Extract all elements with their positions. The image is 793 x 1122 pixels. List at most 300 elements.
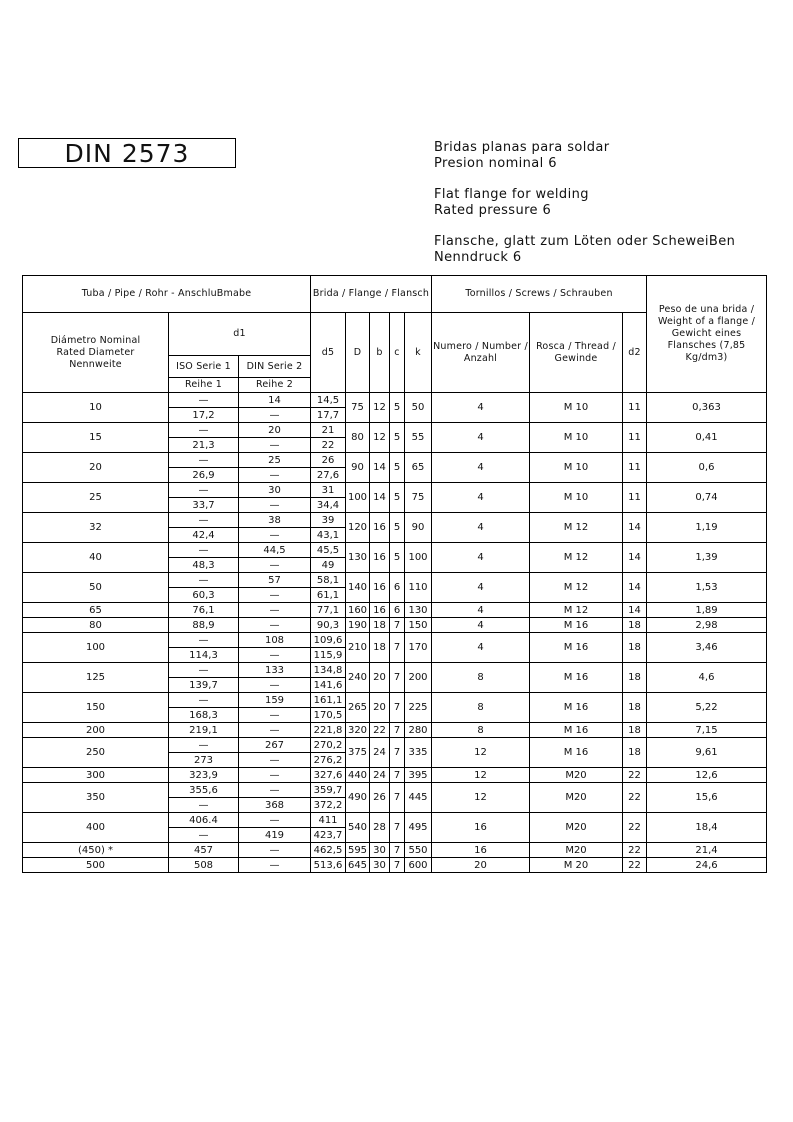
cell-iso-d1: 21,3 bbox=[169, 438, 239, 453]
cell-iso-d1: 76,1 bbox=[169, 603, 239, 618]
cell-b: 16 bbox=[370, 513, 390, 543]
cell-d2: 18 bbox=[623, 633, 647, 663]
cell-din-d1: — bbox=[239, 858, 311, 873]
cell-iso-d1: 273 bbox=[169, 753, 239, 768]
table-row bbox=[23, 693, 767, 708]
cell-weight: 18,4 bbox=[647, 813, 767, 843]
cell-c: 5 bbox=[390, 423, 405, 453]
cell-din-d1: 108 bbox=[239, 633, 311, 648]
cell-din-d1: — bbox=[239, 618, 311, 633]
cell-screw-number: 12 bbox=[432, 783, 530, 813]
cell-din-d1: — bbox=[239, 753, 311, 768]
cell-D: 80 bbox=[346, 423, 370, 453]
cell-screw-number: 20 bbox=[432, 858, 530, 873]
cell-din-d1: — bbox=[239, 603, 311, 618]
cell-D: 265 bbox=[346, 693, 370, 723]
cell-b: 24 bbox=[370, 768, 390, 783]
cell-iso-d1: — bbox=[169, 543, 239, 558]
cell-D: 75 bbox=[346, 393, 370, 423]
cell-d2: 11 bbox=[623, 393, 647, 423]
cell-c: 6 bbox=[390, 603, 405, 618]
cell-d2: 14 bbox=[623, 513, 647, 543]
cell-d5: 221,8 bbox=[311, 723, 346, 738]
cell-D: 130 bbox=[346, 543, 370, 573]
header-d5: d5 bbox=[311, 313, 346, 393]
cell-iso-d1: — bbox=[169, 633, 239, 648]
cell-iso-d1: 139,7 bbox=[169, 678, 239, 693]
cell-weight: 3,46 bbox=[647, 633, 767, 663]
cell-k: 445 bbox=[405, 783, 432, 813]
cell-b: 20 bbox=[370, 663, 390, 693]
header-reihe-1: Reihe 1 bbox=[169, 378, 239, 393]
header-b: b bbox=[370, 313, 390, 393]
cell-weight: 0,6 bbox=[647, 453, 767, 483]
cell-D: 100 bbox=[346, 483, 370, 513]
cell-screw-number: 4 bbox=[432, 633, 530, 663]
cell-weight: 1,89 bbox=[647, 603, 767, 618]
cell-d5: 27,6 bbox=[311, 468, 346, 483]
cell-D: 120 bbox=[346, 513, 370, 543]
cell-din-d1: — bbox=[239, 723, 311, 738]
cell-d5: 423,7 bbox=[311, 828, 346, 843]
cell-d5: 26 bbox=[311, 453, 346, 468]
cell-k: 170 bbox=[405, 633, 432, 663]
cell-d2: 18 bbox=[623, 618, 647, 633]
cell-d2: 14 bbox=[623, 573, 647, 603]
cell-d2: 22 bbox=[623, 768, 647, 783]
cell-thread: M 10 bbox=[530, 483, 623, 513]
cell-d5: 34,4 bbox=[311, 498, 346, 513]
cell-iso-d1: — bbox=[169, 483, 239, 498]
cell-nominal-diameter: 300 bbox=[23, 768, 169, 783]
subtitle-line: Flansche, glatt zum Löten oder ScheweiBen bbox=[434, 234, 736, 249]
cell-iso-d1: 33,7 bbox=[169, 498, 239, 513]
cell-din-d1: — bbox=[239, 528, 311, 543]
cell-nominal-diameter: 400 bbox=[23, 813, 169, 843]
cell-b: 26 bbox=[370, 783, 390, 813]
cell-thread: M 16 bbox=[530, 738, 623, 768]
cell-iso-d1: — bbox=[169, 798, 239, 813]
cell-k: 65 bbox=[405, 453, 432, 483]
cell-d5: 43,1 bbox=[311, 528, 346, 543]
cell-D: 90 bbox=[346, 453, 370, 483]
cell-weight: 1,39 bbox=[647, 543, 767, 573]
cell-d2: 18 bbox=[623, 663, 647, 693]
cell-d5: 327,6 bbox=[311, 768, 346, 783]
cell-d2: 11 bbox=[623, 423, 647, 453]
table-row bbox=[23, 483, 767, 498]
table-row bbox=[23, 573, 767, 588]
cell-din-d1: 30 bbox=[239, 483, 311, 498]
cell-c: 5 bbox=[390, 393, 405, 423]
cell-iso-d1: 42,4 bbox=[169, 528, 239, 543]
cell-D: 490 bbox=[346, 783, 370, 813]
cell-screw-number: 4 bbox=[432, 393, 530, 423]
subtitle-block bbox=[434, 140, 735, 281]
cell-d5: 22 bbox=[311, 438, 346, 453]
cell-weight: 7,15 bbox=[647, 723, 767, 738]
cell-nominal-diameter: 15 bbox=[23, 423, 169, 453]
cell-k: 150 bbox=[405, 618, 432, 633]
cell-nominal-diameter: 50 bbox=[23, 573, 169, 603]
cell-nominal-diameter: 20 bbox=[23, 453, 169, 483]
cell-nominal-diameter: 100 bbox=[23, 633, 169, 663]
cell-screw-number: 4 bbox=[432, 543, 530, 573]
header-c: c bbox=[390, 313, 405, 393]
cell-screw-number: 8 bbox=[432, 663, 530, 693]
cell-din-d1: 159 bbox=[239, 693, 311, 708]
cell-thread: M20 bbox=[530, 813, 623, 843]
cell-screw-number: 12 bbox=[432, 738, 530, 768]
subtitle-line: Flat flange for welding bbox=[434, 187, 589, 202]
cell-b: 12 bbox=[370, 393, 390, 423]
cell-iso-d1: 48,3 bbox=[169, 558, 239, 573]
cell-d2: 18 bbox=[623, 723, 647, 738]
cell-screw-number: 4 bbox=[432, 603, 530, 618]
cell-thread: M 16 bbox=[530, 633, 623, 663]
cell-nominal-diameter: 25 bbox=[23, 483, 169, 513]
cell-thread: M 16 bbox=[530, 693, 623, 723]
cell-k: 50 bbox=[405, 393, 432, 423]
cell-d5: 411 bbox=[311, 813, 346, 828]
cell-din-d1: — bbox=[239, 678, 311, 693]
cell-k: 130 bbox=[405, 603, 432, 618]
cell-weight: 9,61 bbox=[647, 738, 767, 768]
cell-c: 7 bbox=[390, 858, 405, 873]
subtitle-german bbox=[434, 234, 735, 266]
cell-iso-d1: — bbox=[169, 393, 239, 408]
cell-c: 7 bbox=[390, 693, 405, 723]
cell-d5: 161,1 bbox=[311, 693, 346, 708]
table-row bbox=[23, 813, 767, 828]
cell-k: 600 bbox=[405, 858, 432, 873]
cell-nominal-diameter: 32 bbox=[23, 513, 169, 543]
cell-din-d1: — bbox=[239, 648, 311, 663]
cell-nominal-diameter: 10 bbox=[23, 393, 169, 423]
cell-d5: 513,6 bbox=[311, 858, 346, 873]
cell-screw-number: 8 bbox=[432, 693, 530, 723]
cell-din-d1: — bbox=[239, 438, 311, 453]
cell-iso-d1: — bbox=[169, 663, 239, 678]
cell-screw-number: 16 bbox=[432, 843, 530, 858]
cell-weight: 12,6 bbox=[647, 768, 767, 783]
cell-nominal-diameter: 500 bbox=[23, 858, 169, 873]
cell-weight: 4,6 bbox=[647, 663, 767, 693]
cell-din-d1: — bbox=[239, 498, 311, 513]
cell-din-d1: 25 bbox=[239, 453, 311, 468]
cell-d5: 115,9 bbox=[311, 648, 346, 663]
cell-screw-number: 16 bbox=[432, 813, 530, 843]
cell-b: 30 bbox=[370, 843, 390, 858]
document-title bbox=[18, 138, 236, 168]
cell-c: 7 bbox=[390, 813, 405, 843]
cell-d2: 11 bbox=[623, 453, 647, 483]
cell-screw-number: 4 bbox=[432, 423, 530, 453]
table-row bbox=[23, 423, 767, 438]
cell-iso-d1: 60,3 bbox=[169, 588, 239, 603]
cell-c: 5 bbox=[390, 513, 405, 543]
cell-b: 20 bbox=[370, 693, 390, 723]
cell-din-d1: — bbox=[239, 843, 311, 858]
cell-c: 6 bbox=[390, 573, 405, 603]
cell-b: 16 bbox=[370, 603, 390, 618]
cell-din-d1: 14 bbox=[239, 393, 311, 408]
cell-nominal-diameter: 80 bbox=[23, 618, 169, 633]
cell-d2: 11 bbox=[623, 483, 647, 513]
cell-c: 7 bbox=[390, 633, 405, 663]
cell-weight: 0,363 bbox=[647, 393, 767, 423]
cell-d5: 61,1 bbox=[311, 588, 346, 603]
cell-d2: 14 bbox=[623, 543, 647, 573]
cell-d2: 22 bbox=[623, 783, 647, 813]
table-row bbox=[23, 663, 767, 678]
cell-iso-d1: 168,3 bbox=[169, 708, 239, 723]
cell-b: 30 bbox=[370, 858, 390, 873]
table-row bbox=[23, 393, 767, 408]
cell-nominal-diameter: 65 bbox=[23, 603, 169, 618]
cell-thread: M20 bbox=[530, 768, 623, 783]
cell-weight: 2,98 bbox=[647, 618, 767, 633]
cell-din-d1: — bbox=[239, 408, 311, 423]
cell-iso-d1: — bbox=[169, 738, 239, 753]
cell-d5: 134,8 bbox=[311, 663, 346, 678]
table-row bbox=[23, 603, 767, 618]
cell-D: 240 bbox=[346, 663, 370, 693]
cell-b: 22 bbox=[370, 723, 390, 738]
cell-k: 200 bbox=[405, 663, 432, 693]
cell-k: 225 bbox=[405, 693, 432, 723]
cell-thread: M 12 bbox=[530, 603, 623, 618]
cell-d2: 22 bbox=[623, 858, 647, 873]
cell-k: 495 bbox=[405, 813, 432, 843]
header-number: Numero / Number / Anzahl bbox=[432, 313, 530, 393]
cell-d5: 14,5 bbox=[311, 393, 346, 408]
cell-b: 16 bbox=[370, 543, 390, 573]
cell-weight: 5,22 bbox=[647, 693, 767, 723]
cell-screw-number: 4 bbox=[432, 453, 530, 483]
cell-k: 395 bbox=[405, 768, 432, 783]
cell-weight: 0,74 bbox=[647, 483, 767, 513]
table-body bbox=[23, 393, 767, 873]
table-row bbox=[23, 843, 767, 858]
cell-din-d1: 419 bbox=[239, 828, 311, 843]
cell-thread: M 20 bbox=[530, 858, 623, 873]
cell-d5: 109,6 bbox=[311, 633, 346, 648]
cell-iso-d1: 508 bbox=[169, 858, 239, 873]
cell-thread: M 12 bbox=[530, 513, 623, 543]
cell-c: 7 bbox=[390, 783, 405, 813]
cell-din-d1: 267 bbox=[239, 738, 311, 753]
table-row bbox=[23, 858, 767, 873]
table-row bbox=[23, 513, 767, 528]
cell-din-d1: — bbox=[239, 558, 311, 573]
cell-b: 12 bbox=[370, 423, 390, 453]
cell-D: 595 bbox=[346, 843, 370, 858]
cell-c: 7 bbox=[390, 723, 405, 738]
table-row bbox=[23, 618, 767, 633]
cell-iso-d1: — bbox=[169, 453, 239, 468]
cell-k: 100 bbox=[405, 543, 432, 573]
cell-d5: 77,1 bbox=[311, 603, 346, 618]
cell-k: 55 bbox=[405, 423, 432, 453]
cell-b: 16 bbox=[370, 573, 390, 603]
subtitle-english bbox=[434, 187, 735, 219]
cell-thread: M20 bbox=[530, 783, 623, 813]
cell-weight: 24,6 bbox=[647, 858, 767, 873]
cell-D: 645 bbox=[346, 858, 370, 873]
cell-d5: 49 bbox=[311, 558, 346, 573]
cell-d5: 359,7 bbox=[311, 783, 346, 798]
cell-c: 7 bbox=[390, 768, 405, 783]
cell-D: 320 bbox=[346, 723, 370, 738]
cell-d5: 58,1 bbox=[311, 573, 346, 588]
table-row bbox=[23, 738, 767, 753]
cell-nominal-diameter: 40 bbox=[23, 543, 169, 573]
cell-iso-d1: 406.4 bbox=[169, 813, 239, 828]
subtitle-line: Bridas planas para soldar bbox=[434, 140, 610, 155]
cell-screw-number: 4 bbox=[432, 573, 530, 603]
cell-screw-number: 4 bbox=[432, 483, 530, 513]
cell-screw-number: 12 bbox=[432, 768, 530, 783]
header-weight: Peso de una brida / Weight of a flange / Gewicht eines Flansches (7,85 Kg/dm3) bbox=[647, 276, 767, 393]
cell-weight: 1,19 bbox=[647, 513, 767, 543]
cell-weight: 15,6 bbox=[647, 783, 767, 813]
cell-b: 14 bbox=[370, 453, 390, 483]
cell-weight: 1,53 bbox=[647, 573, 767, 603]
cell-nominal-diameter: 150 bbox=[23, 693, 169, 723]
cell-d2: 22 bbox=[623, 843, 647, 858]
cell-d5: 17,7 bbox=[311, 408, 346, 423]
header-reihe-2: Reihe 2 bbox=[239, 378, 311, 393]
cell-k: 90 bbox=[405, 513, 432, 543]
title-text: DIN 2573 bbox=[64, 138, 190, 168]
cell-din-d1: 57 bbox=[239, 573, 311, 588]
cell-screw-number: 4 bbox=[432, 513, 530, 543]
cell-iso-d1: 17,2 bbox=[169, 408, 239, 423]
cell-din-d1: 38 bbox=[239, 513, 311, 528]
cell-b: 14 bbox=[370, 483, 390, 513]
cell-din-d1: 368 bbox=[239, 798, 311, 813]
cell-c: 5 bbox=[390, 483, 405, 513]
cell-c: 7 bbox=[390, 843, 405, 858]
cell-thread: M 10 bbox=[530, 393, 623, 423]
cell-k: 550 bbox=[405, 843, 432, 858]
cell-D: 160 bbox=[346, 603, 370, 618]
cell-k: 75 bbox=[405, 483, 432, 513]
cell-din-d1: — bbox=[239, 468, 311, 483]
cell-c: 5 bbox=[390, 453, 405, 483]
cell-thread: M 10 bbox=[530, 453, 623, 483]
cell-iso-d1: — bbox=[169, 693, 239, 708]
flange-dimensions-table bbox=[22, 275, 767, 873]
subtitle-line: Presion nominal 6 bbox=[434, 156, 557, 171]
cell-thread: M 16 bbox=[530, 723, 623, 738]
cell-iso-d1: 219,1 bbox=[169, 723, 239, 738]
cell-thread: M 16 bbox=[530, 663, 623, 693]
table-row bbox=[23, 453, 767, 468]
cell-iso-d1: — bbox=[169, 828, 239, 843]
table-row bbox=[23, 633, 767, 648]
cell-D: 440 bbox=[346, 768, 370, 783]
subtitle-line: Nenndruck 6 bbox=[434, 250, 522, 265]
cell-weight: 0,41 bbox=[647, 423, 767, 453]
header-screws-group: Tornillos / Screws / Schrauben bbox=[432, 276, 647, 313]
cell-iso-d1: — bbox=[169, 573, 239, 588]
cell-d5: 31 bbox=[311, 483, 346, 498]
cell-din-d1: — bbox=[239, 768, 311, 783]
cell-din-d1: 20 bbox=[239, 423, 311, 438]
cell-din-d1: — bbox=[239, 813, 311, 828]
cell-iso-d1: — bbox=[169, 513, 239, 528]
cell-din-d1: — bbox=[239, 588, 311, 603]
cell-din-d1: — bbox=[239, 708, 311, 723]
cell-k: 280 bbox=[405, 723, 432, 738]
cell-iso-d1: 88,9 bbox=[169, 618, 239, 633]
cell-iso-d1: 26,9 bbox=[169, 468, 239, 483]
cell-b: 18 bbox=[370, 633, 390, 663]
header-D: D bbox=[346, 313, 370, 393]
cell-D: 190 bbox=[346, 618, 370, 633]
cell-D: 540 bbox=[346, 813, 370, 843]
header-iso-serie-1: ISO Serie 1 bbox=[169, 356, 239, 378]
cell-D: 375 bbox=[346, 738, 370, 768]
header-k: k bbox=[405, 313, 432, 393]
table-row bbox=[23, 783, 767, 798]
cell-weight: 21,4 bbox=[647, 843, 767, 858]
cell-b: 24 bbox=[370, 738, 390, 768]
cell-d5: 21 bbox=[311, 423, 346, 438]
cell-d2: 18 bbox=[623, 738, 647, 768]
header-pipe-group: Tuba / Pipe / Rohr - AnschluBmabe bbox=[23, 276, 311, 313]
cell-c: 5 bbox=[390, 543, 405, 573]
cell-b: 28 bbox=[370, 813, 390, 843]
header-d1: d1 bbox=[169, 313, 311, 356]
cell-iso-d1: — bbox=[169, 423, 239, 438]
table-row bbox=[23, 723, 767, 738]
cell-c: 7 bbox=[390, 618, 405, 633]
cell-d2: 22 bbox=[623, 813, 647, 843]
cell-din-d1: 133 bbox=[239, 663, 311, 678]
cell-nominal-diameter: 125 bbox=[23, 663, 169, 693]
cell-screw-number: 8 bbox=[432, 723, 530, 738]
cell-iso-d1: 114,3 bbox=[169, 648, 239, 663]
cell-thread: M 12 bbox=[530, 573, 623, 603]
table-row bbox=[23, 768, 767, 783]
cell-thread: M 12 bbox=[530, 543, 623, 573]
cell-nominal-diameter: 350 bbox=[23, 783, 169, 813]
header-flange-group: Brida / Flange / Flansch bbox=[311, 276, 432, 313]
cell-din-d1: 44,5 bbox=[239, 543, 311, 558]
cell-thread: M20 bbox=[530, 843, 623, 858]
table-row bbox=[23, 543, 767, 558]
cell-d5: 462,5 bbox=[311, 843, 346, 858]
cell-k: 335 bbox=[405, 738, 432, 768]
cell-d5: 372,2 bbox=[311, 798, 346, 813]
cell-iso-d1: 457 bbox=[169, 843, 239, 858]
cell-nominal-diameter: (450) * bbox=[23, 843, 169, 858]
header-nominal-diameter: Diámetro Nominal Rated Diameter Nennweite bbox=[23, 313, 169, 393]
header-thread: Rosca / Thread / Gewinde bbox=[530, 313, 623, 393]
cell-d5: 141,6 bbox=[311, 678, 346, 693]
header-d2: d2 bbox=[623, 313, 647, 393]
cell-d5: 170,5 bbox=[311, 708, 346, 723]
cell-c: 7 bbox=[390, 738, 405, 768]
cell-k: 110 bbox=[405, 573, 432, 603]
subtitle-line: Rated pressure 6 bbox=[434, 203, 552, 218]
subtitle-spanish bbox=[434, 140, 735, 172]
cell-iso-d1: 355,6 bbox=[169, 783, 239, 798]
header-din-serie-2: DIN Serie 2 bbox=[239, 356, 311, 378]
